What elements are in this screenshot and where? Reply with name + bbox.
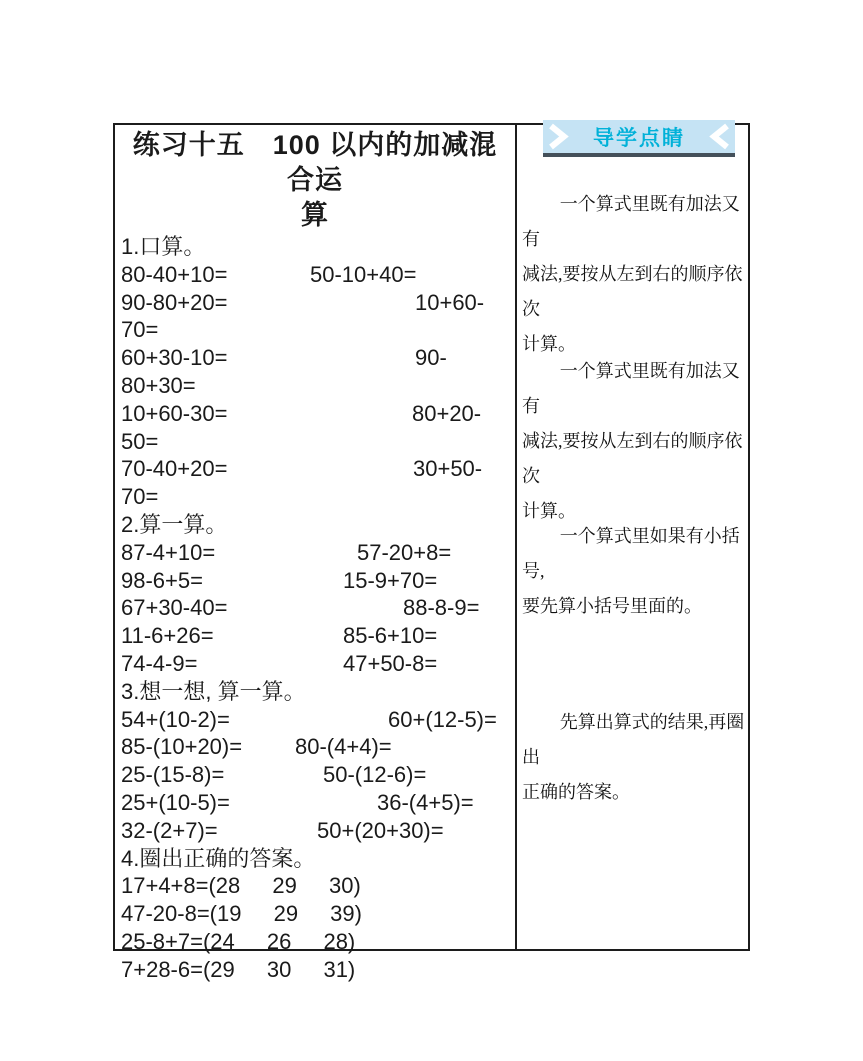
section-heading: 4.圈出正确的答案。 — [121, 845, 316, 871]
tip-note — [522, 519, 745, 624]
problem-row — [121, 483, 515, 511]
problem-expression: 25-8+7=(24 26 28) — [121, 928, 356, 954]
section-heading: 1.口算。 — [121, 234, 206, 259]
problem-expression: 70-40+20= — [121, 456, 228, 482]
tip-note — [522, 705, 745, 810]
problem-expression: 70= — [121, 317, 159, 343]
sidebar-banner — [543, 120, 735, 157]
problem-expression: 80-(4+4)= — [295, 734, 392, 760]
problem-expression: 15-9+70= — [343, 567, 438, 593]
problem-expression: 50= — [121, 428, 159, 454]
problem-row — [121, 344, 515, 372]
problem-expression: 74-4-9= — [121, 650, 198, 676]
section-heading: 2.算一算。 — [121, 511, 228, 537]
problem-expression: 17+4+8=(28 29 30) — [121, 873, 361, 899]
problem-row — [121, 261, 515, 289]
tip-line: 计算。 — [522, 501, 576, 521]
problem-expression: 47+50-8= — [343, 650, 438, 676]
tip-line: 正确的答案。 — [522, 782, 630, 802]
chevron-left-icon — [708, 123, 730, 150]
tip-line: 先算出算式的结果,再圈出 — [522, 712, 745, 767]
problem-row — [121, 789, 515, 817]
problem-expression: 30+50- — [413, 456, 483, 482]
sidebar-banner-title: 导学点睛 — [593, 126, 685, 150]
problem-row — [121, 761, 515, 789]
problem-row — [121, 567, 515, 595]
problem-expression: 80+30= — [121, 372, 196, 398]
problem-row — [121, 928, 515, 956]
problem-expression: 67+30-40= — [121, 595, 228, 621]
problem-row — [121, 428, 515, 456]
problem-row — [121, 956, 515, 984]
problem-row — [121, 622, 515, 650]
problem-expression: 25-(15-8)= — [121, 762, 225, 788]
tips-sidebar — [517, 125, 748, 949]
problems-column — [115, 125, 517, 982]
problem-row — [121, 455, 515, 483]
problem-row — [121, 289, 515, 317]
chevron-right-icon — [548, 123, 570, 150]
problem-expression: 50-10+40= — [310, 261, 417, 287]
tip-line: 减法,要按从左到右的顺序依次 — [522, 431, 743, 486]
tip-note — [522, 187, 745, 362]
problem-expression: 47-20-8=(19 29 39) — [121, 901, 362, 927]
problem-row — [121, 316, 515, 344]
problem-expression: 25+(10-5)= — [121, 789, 230, 815]
problem-row — [121, 900, 515, 928]
problem-expression: 57-20+8= — [357, 539, 452, 565]
tip-note — [522, 354, 745, 529]
worksheet-title-line2: 算 — [301, 200, 329, 230]
tip-line: 要先算小括号里面的。 — [522, 596, 702, 616]
problem-row — [121, 733, 515, 761]
tip-line: 一个算式里既有加法又有 — [522, 361, 740, 416]
problem-expression: 54+(10-2)= — [121, 706, 230, 732]
tip-line: 减法,要按从左到右的顺序依次 — [522, 264, 743, 319]
tip-line: 一个算式里如果有小括号, — [522, 526, 740, 581]
problem-row — [121, 594, 515, 622]
tip-line: 计算。 — [522, 334, 576, 354]
problem-expression: 50-(12-6)= — [323, 762, 427, 788]
problem-expression: 80-40+10= — [121, 261, 228, 287]
worksheet-title — [121, 128, 515, 233]
problem-expression: 10+60-30= — [121, 400, 228, 426]
tip-line: 一个算式里既有加法又有 — [522, 194, 740, 249]
problem-expression: 90-80+20= — [121, 289, 228, 315]
problem-expression: 98-6+5= — [121, 567, 203, 593]
problem-expression: 80+20- — [412, 400, 482, 426]
problem-expression: 85-(10+20)= — [121, 734, 243, 760]
problem-expression: 70= — [121, 484, 159, 510]
problem-row — [121, 650, 515, 678]
problems-list — [121, 233, 515, 984]
problem-expression: 7+28-6=(29 30 31) — [121, 956, 356, 982]
problem-row — [121, 872, 515, 900]
problem-expression: 60+(12-5)= — [388, 706, 497, 732]
worksheet-title-line1: 练习十五 100 以内的加减混合运 — [132, 130, 498, 195]
section-heading: 3.想一想, 算一算。 — [121, 678, 306, 704]
problem-expression: 11-6+26= — [121, 623, 214, 649]
problem-expression: 87-4+10= — [121, 539, 216, 565]
problem-row — [121, 539, 515, 567]
problem-expression: 88-8-9= — [403, 595, 480, 621]
problem-row — [121, 372, 515, 400]
problem-expression: 50+(20+30)= — [317, 817, 444, 843]
problem-expression: 60+30-10= — [121, 345, 228, 371]
problem-expression: 10+60- — [415, 289, 485, 315]
problem-expression: 90- — [415, 345, 447, 371]
problem-expression: 32-(2+7)= — [121, 817, 218, 843]
problem-expression: 85-6+10= — [343, 623, 438, 649]
worksheet-frame — [113, 123, 750, 982]
problem-row — [121, 400, 515, 428]
problem-row — [121, 706, 515, 734]
problem-row — [121, 817, 515, 845]
problem-expression: 36-(4+5)= — [377, 789, 474, 815]
